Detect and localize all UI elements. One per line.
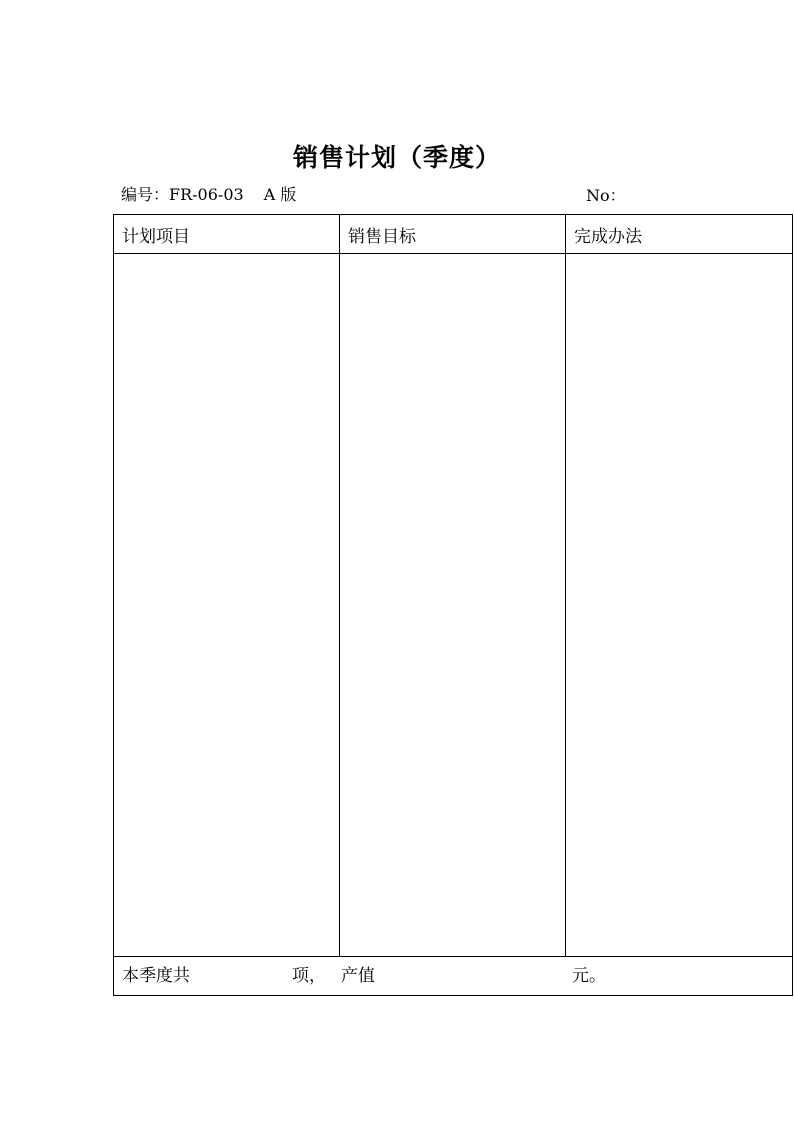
document-code: 编号：FR-06-03 [121,185,244,204]
sales-plan-table [113,214,793,996]
footer-output-label: 产值 [341,966,375,986]
table-body-row [114,254,793,957]
document-number-label: No： [586,186,626,205]
table-header-row [114,215,793,254]
table-footer-row [114,957,793,996]
document-title: 销售计划（季度） [292,143,501,172]
sales-target-cell[interactable] [340,254,566,957]
footer-prefix: 本季度共 [122,966,190,986]
completion-method-cell[interactable] [566,254,793,957]
header-plan-item: 计划项目 [114,215,340,254]
footer-items-unit: 项， [292,966,326,986]
header-completion-method: 完成办法 [566,215,793,254]
footer-currency-unit: 元。 [572,966,606,986]
header-sales-target: 销售目标 [340,215,566,254]
document-version: A 版 [263,185,297,204]
footer-summary-cell[interactable] [114,957,793,996]
plan-item-cell[interactable] [114,254,340,957]
document-code-line [121,184,296,206]
